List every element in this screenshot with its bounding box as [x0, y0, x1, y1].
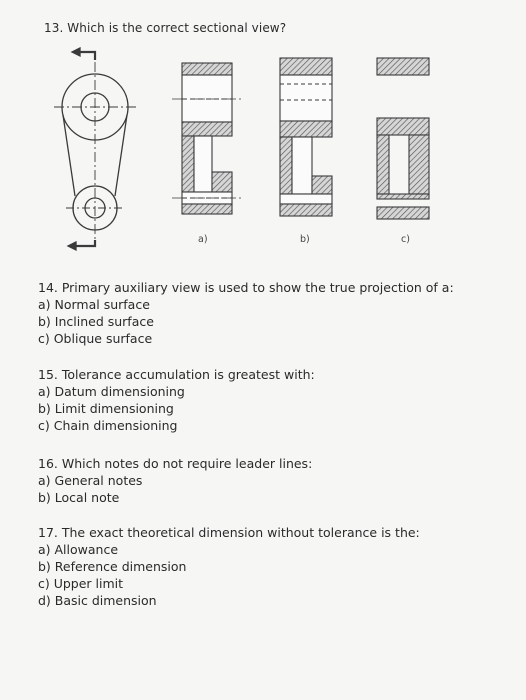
question-15-option-a: a) Datum dimensioning [38, 384, 185, 399]
question-15-title: 15. Tolerance accumulation is greatest with: [38, 367, 315, 382]
question-17-option-d: d) Basic dimension [38, 593, 157, 608]
question-15-option-c: c) Chain dimensioning [38, 418, 178, 433]
question-14-title: 14. Primary auxiliary view is used to show the true projection of a: [38, 280, 454, 295]
question-16-option-a: a) General notes [38, 473, 143, 488]
question-17 [38, 524, 420, 609]
sectional-view-figure [0, 0, 526, 260]
question-17-title: 17. The exact theoretical dimension without tolerance is the: [38, 525, 420, 540]
question-16 [38, 455, 312, 506]
lever-front-view [54, 48, 138, 250]
question-16-option-b: b) Local note [38, 490, 120, 505]
option-b-section [280, 58, 332, 216]
question-14-option-c: c) Oblique surface [38, 331, 153, 346]
question-16-title: 16. Which notes do not require leader lines: [38, 456, 313, 471]
question-15-option-b: b) Limit dimensioning [38, 401, 174, 416]
question-14-option-b: b) Inclined surface [38, 314, 154, 329]
option-b-label: b) [300, 234, 310, 245]
question-17-option-a: a) Allowance [38, 542, 119, 557]
option-a-section [172, 63, 242, 214]
option-a-label: a) [198, 234, 208, 245]
option-c-label: c) [401, 234, 410, 245]
question-17-option-b: b) Reference dimension [38, 559, 187, 574]
option-c-section [377, 58, 429, 219]
question-14-option-a: a) Normal surface [38, 297, 150, 312]
question-13-title: 13. Which is the correct sectional view? [44, 21, 287, 35]
question-15 [38, 366, 315, 434]
question-17-option-c: c) Upper limit [38, 576, 124, 591]
question-14 [38, 279, 454, 347]
